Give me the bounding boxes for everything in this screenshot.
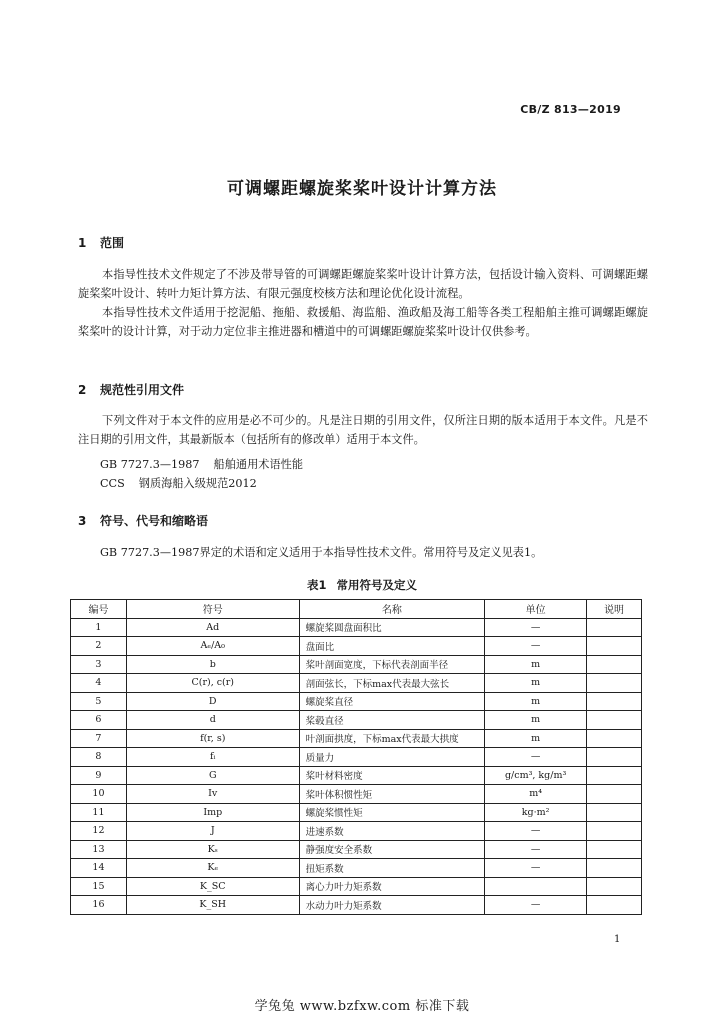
- cell-symbol: b: [126, 655, 299, 674]
- cell-name: 扭矩系数: [299, 859, 485, 878]
- cell-note: [587, 859, 642, 878]
- section-number: 1: [78, 236, 87, 250]
- reference-code: CCS: [100, 477, 125, 490]
- section-title: 符号、代号和缩略语: [100, 514, 209, 528]
- cell-name: 静强度安全系数: [299, 840, 485, 859]
- cell-name: 螺旋桨直径: [299, 692, 485, 711]
- table-row: [71, 766, 642, 785]
- cell-symbol: K_SH: [126, 896, 299, 915]
- table-row: [71, 859, 642, 878]
- cell-note: [587, 803, 642, 822]
- cell-unit: m: [485, 711, 587, 730]
- section-title: 规范性引用文件: [100, 383, 185, 397]
- section-3-heading: [78, 512, 208, 529]
- cell-unit: —: [485, 822, 587, 841]
- cell-note: [587, 840, 642, 859]
- table-row: [71, 785, 642, 804]
- section-2-paragraph-1: 下列文件对于本文件的应用是必不可少的。凡是注日期的引用文件，仅所注日期的版本适用于本文件。凡是不注日期的引用文件，其最新版本（包括所有的修改单）适用于本文件。: [78, 414, 648, 446]
- header-unit: 单位: [485, 600, 587, 619]
- cell-symbol: D: [126, 692, 299, 711]
- cell-unit: —: [485, 618, 587, 637]
- cell-symbol: Iv: [126, 785, 299, 804]
- section-1-paragraph-2: 本指导性技术文件适用于挖泥船、拖船、救援船、海监船、渔政船及海工船等各类工程船舶主推可调螺距螺旋桨桨叶的设计计算，对于动力定位非主推进器和槽道中的可调螺距螺旋桨桨叶设计仅供参考。: [78, 306, 648, 338]
- table-caption-title: 常用符号及定义: [336, 578, 417, 592]
- cell-unit: m⁴: [485, 785, 587, 804]
- page-number: 1: [614, 934, 621, 945]
- cell-number: 12: [71, 822, 127, 841]
- document-title: 可调螺距螺旋桨桨叶设计计算方法: [227, 179, 497, 199]
- cell-name: 剖面弦长，下标max代表最大弦长: [299, 674, 485, 693]
- watermark: 学兔兔 www.bzfxw.com 标准下载: [254, 999, 470, 1014]
- table-row: [71, 674, 642, 693]
- cell-number: 9: [71, 766, 127, 785]
- table-row: [71, 637, 642, 656]
- reference-1: [100, 456, 303, 472]
- cell-number: 11: [71, 803, 127, 822]
- cell-name: 质量力: [299, 748, 485, 767]
- table-row: [71, 896, 642, 915]
- cell-note: [587, 637, 642, 656]
- cell-unit: m: [485, 655, 587, 674]
- cell-unit: [485, 877, 587, 896]
- cell-note: [587, 674, 642, 693]
- cell-note: [587, 877, 642, 896]
- cell-name: 进速系数: [299, 822, 485, 841]
- table-body: [71, 618, 642, 914]
- cell-number: 16: [71, 896, 127, 915]
- cell-name: 离心力叶力矩系数: [299, 877, 485, 896]
- cell-note: [587, 766, 642, 785]
- cell-symbol: Ad: [126, 618, 299, 637]
- cell-name: 水动力叶力矩系数: [299, 896, 485, 915]
- cell-note: [587, 711, 642, 730]
- cell-note: [587, 692, 642, 711]
- cell-symbol: Kₑ: [126, 859, 299, 878]
- header-number: 编号: [71, 600, 127, 619]
- cell-unit: —: [485, 840, 587, 859]
- cell-symbol: fᵢ: [126, 748, 299, 767]
- header-name: 名称: [299, 600, 485, 619]
- cell-number: 8: [71, 748, 127, 767]
- cell-name: 桨叶剖面宽度，下标代表剖面半径: [299, 655, 485, 674]
- header-note: 说明: [587, 600, 642, 619]
- standard-code: CB/Z 813—2019: [520, 103, 621, 116]
- cell-unit: —: [485, 637, 587, 656]
- cell-unit: —: [485, 896, 587, 915]
- reference-code: GB 7727.3—1987: [100, 458, 200, 471]
- cell-unit: m: [485, 729, 587, 748]
- cell-note: [587, 655, 642, 674]
- cell-symbol: G: [126, 766, 299, 785]
- table-row: [71, 655, 642, 674]
- table-row: [71, 711, 642, 730]
- section-number: 2: [78, 383, 87, 397]
- cell-name: 桨毂直径: [299, 711, 485, 730]
- cell-symbol: d: [126, 711, 299, 730]
- cell-symbol: K_SC: [126, 877, 299, 896]
- symbols-table: [70, 599, 642, 915]
- cell-unit: g/cm³, kg/m³: [485, 766, 587, 785]
- table-caption: [0, 577, 724, 593]
- cell-unit: m: [485, 674, 587, 693]
- cell-number: 7: [71, 729, 127, 748]
- cell-name: 叶剖面拱度，下标max代表最大拱度: [299, 729, 485, 748]
- cell-note: [587, 896, 642, 915]
- cell-number: 3: [71, 655, 127, 674]
- cell-name: 桨叶材料密度: [299, 766, 485, 785]
- cell-symbol: f(r, s): [126, 729, 299, 748]
- header-symbol: 符号: [126, 600, 299, 619]
- table-row: [71, 822, 642, 841]
- cell-note: [587, 729, 642, 748]
- table-caption-label: 表1: [306, 578, 327, 592]
- cell-number: 6: [71, 711, 127, 730]
- section-3-paragraph-1: GB 7727.3—1987界定的术语和定义适用于本指导性技术文件。常用符号及定义见表1。: [100, 546, 543, 559]
- cell-number: 15: [71, 877, 127, 896]
- cell-note: [587, 618, 642, 637]
- cell-symbol: C(r), c(r): [126, 674, 299, 693]
- cell-number: 13: [71, 840, 127, 859]
- cell-symbol: Aₑ/A₀: [126, 637, 299, 656]
- table-row: [71, 729, 642, 748]
- table-header-row: [71, 600, 642, 619]
- reference-title: 船舶通用术语性能: [213, 458, 304, 471]
- cell-unit: kg·m²: [485, 803, 587, 822]
- cell-unit: —: [485, 748, 587, 767]
- cell-number: 10: [71, 785, 127, 804]
- table-row: [71, 803, 642, 822]
- table-row: [71, 840, 642, 859]
- cell-name: 盘面比: [299, 637, 485, 656]
- cell-unit: —: [485, 859, 587, 878]
- table-row: [71, 618, 642, 637]
- cell-symbol: J: [126, 822, 299, 841]
- cell-number: 2: [71, 637, 127, 656]
- cell-number: 5: [71, 692, 127, 711]
- cell-note: [587, 785, 642, 804]
- cell-symbol: Imp: [126, 803, 299, 822]
- table-row: [71, 748, 642, 767]
- cell-note: [587, 822, 642, 841]
- cell-name: 桨叶体积惯性矩: [299, 785, 485, 804]
- cell-number: 4: [71, 674, 127, 693]
- cell-name: 螺旋桨惯性矩: [299, 803, 485, 822]
- reference-title: 钢质海船入级规范2012: [138, 477, 257, 490]
- cell-number: 14: [71, 859, 127, 878]
- section-1-heading: [78, 234, 124, 251]
- cell-unit: m: [485, 692, 587, 711]
- reference-2: [100, 475, 257, 491]
- section-2-heading: [78, 381, 184, 398]
- cell-note: [587, 748, 642, 767]
- table-row: [71, 692, 642, 711]
- table-row: [71, 877, 642, 896]
- cell-name: 螺旋桨圆盘面积比: [299, 618, 485, 637]
- section-title: 范围: [100, 236, 125, 250]
- cell-number: 1: [71, 618, 127, 637]
- section-1-paragraph-1: 本指导性技术文件规定了不涉及带导管的可调螺距螺旋桨桨叶设计计算方法，包括设计输入资料、可调螺距螺旋桨桨叶设计、转叶力矩计算方法、有限元强度校核方法和理论优化设计流程。: [78, 268, 648, 300]
- cell-symbol: Kₛ: [126, 840, 299, 859]
- section-number: 3: [78, 514, 87, 528]
